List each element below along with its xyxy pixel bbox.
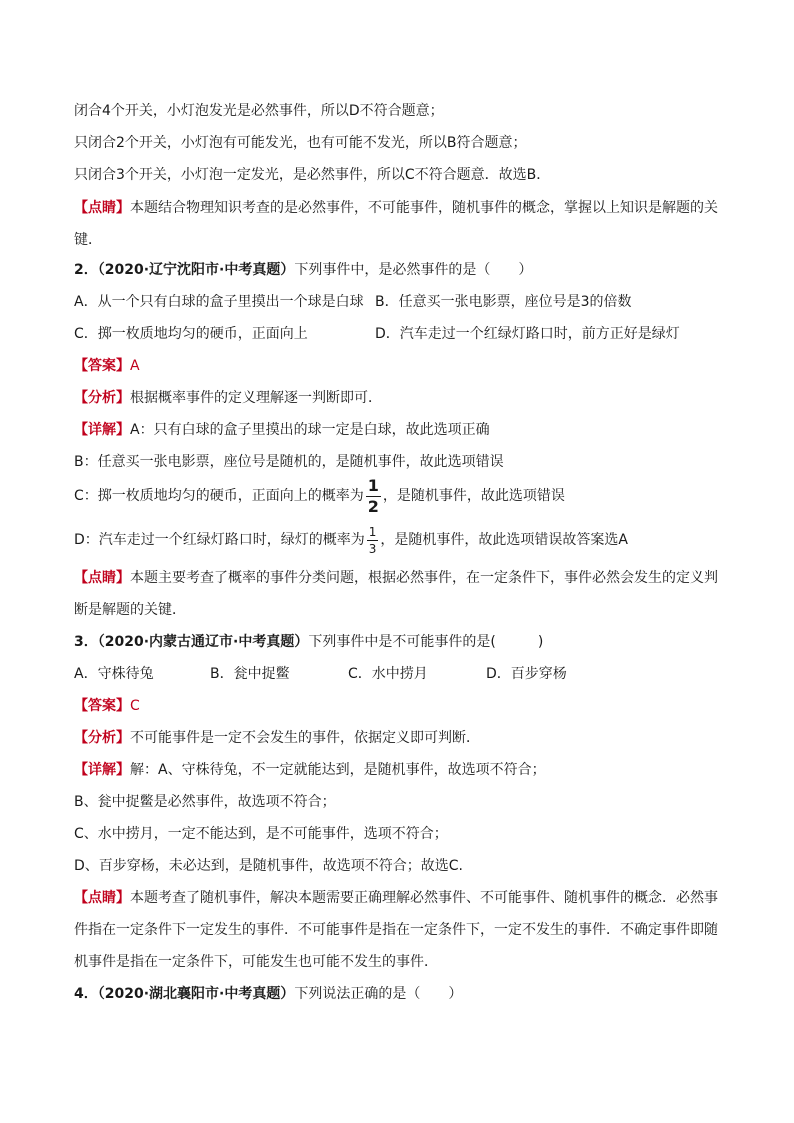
q3-option-c: C．水中捞月 <box>348 666 428 682</box>
q4-source: （2020·湖北襄阳市·中考真题） <box>97 986 295 1002</box>
fraction-numerator: 1 <box>368 524 377 539</box>
q2-detail-b: B：任意买一张电影票，座位号是随机的，是随机事件，故此选项错误 <box>74 454 504 470</box>
q2-option-c: C．掷一枚质地均匀的硬币，正面向上 <box>74 326 308 342</box>
q2-detail-c-post: ，是随机事件，故此选项错误 <box>382 488 565 504</box>
q2-stem: 下列事件中，是必然事件的是（ ） <box>294 262 533 278</box>
q2-option-b: B．任意买一张电影票，座位号是3的倍数 <box>375 294 632 310</box>
analysis-tag: 【分析】 <box>74 390 130 406</box>
q3-dianjing-text: 本题考查了随机事件，解决本题需要正确理解必然事件、不可能事件、随机事件的概念．必然事 <box>130 890 718 906</box>
answer-tag: 【答案】 <box>74 358 130 374</box>
q3-answer-value: C <box>130 698 140 714</box>
q2-detail-c <box>74 476 565 516</box>
detail-tag: 【详解】 <box>74 762 130 778</box>
q2-option-a: A．从一个只有白球的盒子里摸出一个球是白球 <box>74 294 364 310</box>
q3-source: （2020·内蒙古通辽市·中考真题） <box>97 634 309 650</box>
q2-detail-c-pre: C：掷一枚质地均匀的硬币，正面向上的概率为 <box>74 488 364 504</box>
q3-option-b: B．瓮中捉鳖 <box>210 666 290 682</box>
answer-tag: 【答案】 <box>74 698 130 714</box>
q3-dianjing-cont-2: 机事件是指在一定条件下，可能发生也可能不发生的事件． <box>74 954 438 970</box>
q2-analysis <box>74 388 382 408</box>
fraction-one-half <box>366 475 381 516</box>
q3-dianjing-cont-1: 件指在一定条件下一定发生的事件．不可能事件是指在一定条件下，一定不发生的事件．不确定事件即随 <box>74 922 718 938</box>
q2-answer-value: A <box>130 358 140 374</box>
q4-stem: 下列说法正确的是（ ） <box>294 986 463 1002</box>
q3-number: 3． <box>74 634 98 650</box>
prev-line-1: 闭合4个开关，小灯泡发光是必然事件，所以D不符合题意； <box>74 103 444 119</box>
fraction-denominator: 3 <box>368 541 377 556</box>
q3-option-a: A．守株待兔 <box>74 666 154 682</box>
q3-analysis-text: 不可能事件是一定不会发生的事件，依据定义即可判断． <box>130 730 480 746</box>
fraction-denominator: 2 <box>367 496 379 516</box>
q2-detail-a <box>74 420 490 440</box>
q3-detail-b: B、瓮中捉鳖是必然事件，故选项不符合； <box>74 794 336 810</box>
prev-line-2: 只闭合2个开关，小灯泡有可能发光，也有可能不发光，所以B符合题意； <box>74 135 527 151</box>
q3-detail-c: C、水中捞月，一定不能达到，是不可能事件，选项不符合； <box>74 826 448 842</box>
q3-option-d: D．百步穿杨 <box>486 666 567 682</box>
q3-detail-a-text: 解：A、守株待兔，不一定就能达到，是随机事件，故选项不符合； <box>130 762 546 778</box>
q3-dianjing <box>74 888 718 908</box>
q2-dianjing-text: 本题主要考查了概率的事件分类问题，根据必然事件，在一定条件下，事件必然会发生的定义判 <box>130 570 718 586</box>
prev-dianjing <box>74 198 718 218</box>
q2-option-d: D．汽车走过一个红绿灯路口时，前方正好是绿灯 <box>375 326 680 342</box>
detail-tag: 【详解】 <box>74 422 130 438</box>
q2-answer <box>74 356 140 376</box>
fraction-numerator: 1 <box>367 475 379 495</box>
analysis-tag: 【分析】 <box>74 730 130 746</box>
q2-detail-a-text: A：只有白球的盒子里摸出的球一定是白球，故此选项正确 <box>130 422 490 438</box>
q3-detail-d: D、百步穿杨，未必达到，是随机事件，故选项不符合；故选C. <box>74 858 464 874</box>
prev-dianjing-cont: 键． <box>74 232 102 248</box>
dianjing-tag: 【点睛】 <box>74 200 130 216</box>
q2-detail-d-post: ，是随机事件，故此选项错误故答案选A <box>380 532 628 548</box>
q2-source: （2020·辽宁沈阳市·中考真题） <box>97 262 295 278</box>
fraction-one-third <box>367 526 379 555</box>
q2-number: 2． <box>74 262 98 278</box>
prev-dianjing-text: 本题结合物理知识考查的是必然事件，不可能事件，随机事件的概念，掌握以上知识是解题的关 <box>130 200 718 216</box>
q3-answer <box>74 696 140 716</box>
q2-dianjing-cont: 断是解题的关键． <box>74 602 186 618</box>
q2-detail-d-pre: D：汽车走过一个红绿灯路口时，绿灯的概率为 <box>74 532 365 548</box>
q2-title <box>74 260 532 280</box>
prev-line-3: 只闭合3个开关，小灯泡一定发光，是必然事件，所以C不符合题意．故选B． <box>74 167 551 183</box>
q2-detail-d <box>74 520 628 560</box>
q4-title <box>74 984 462 1004</box>
q4-number: 4． <box>74 986 98 1002</box>
q2-dianjing <box>74 568 718 588</box>
q2-analysis-text: 根据概率事件的定义理解逐一判断即可． <box>130 390 382 406</box>
q3-detail-a <box>74 760 546 780</box>
q3-stem: 下列事件中是不可能事件的是( ) <box>308 634 544 650</box>
dianjing-tag: 【点睛】 <box>74 890 130 906</box>
dianjing-tag: 【点睛】 <box>74 570 130 586</box>
q3-analysis <box>74 728 480 748</box>
q3-title <box>74 632 543 652</box>
